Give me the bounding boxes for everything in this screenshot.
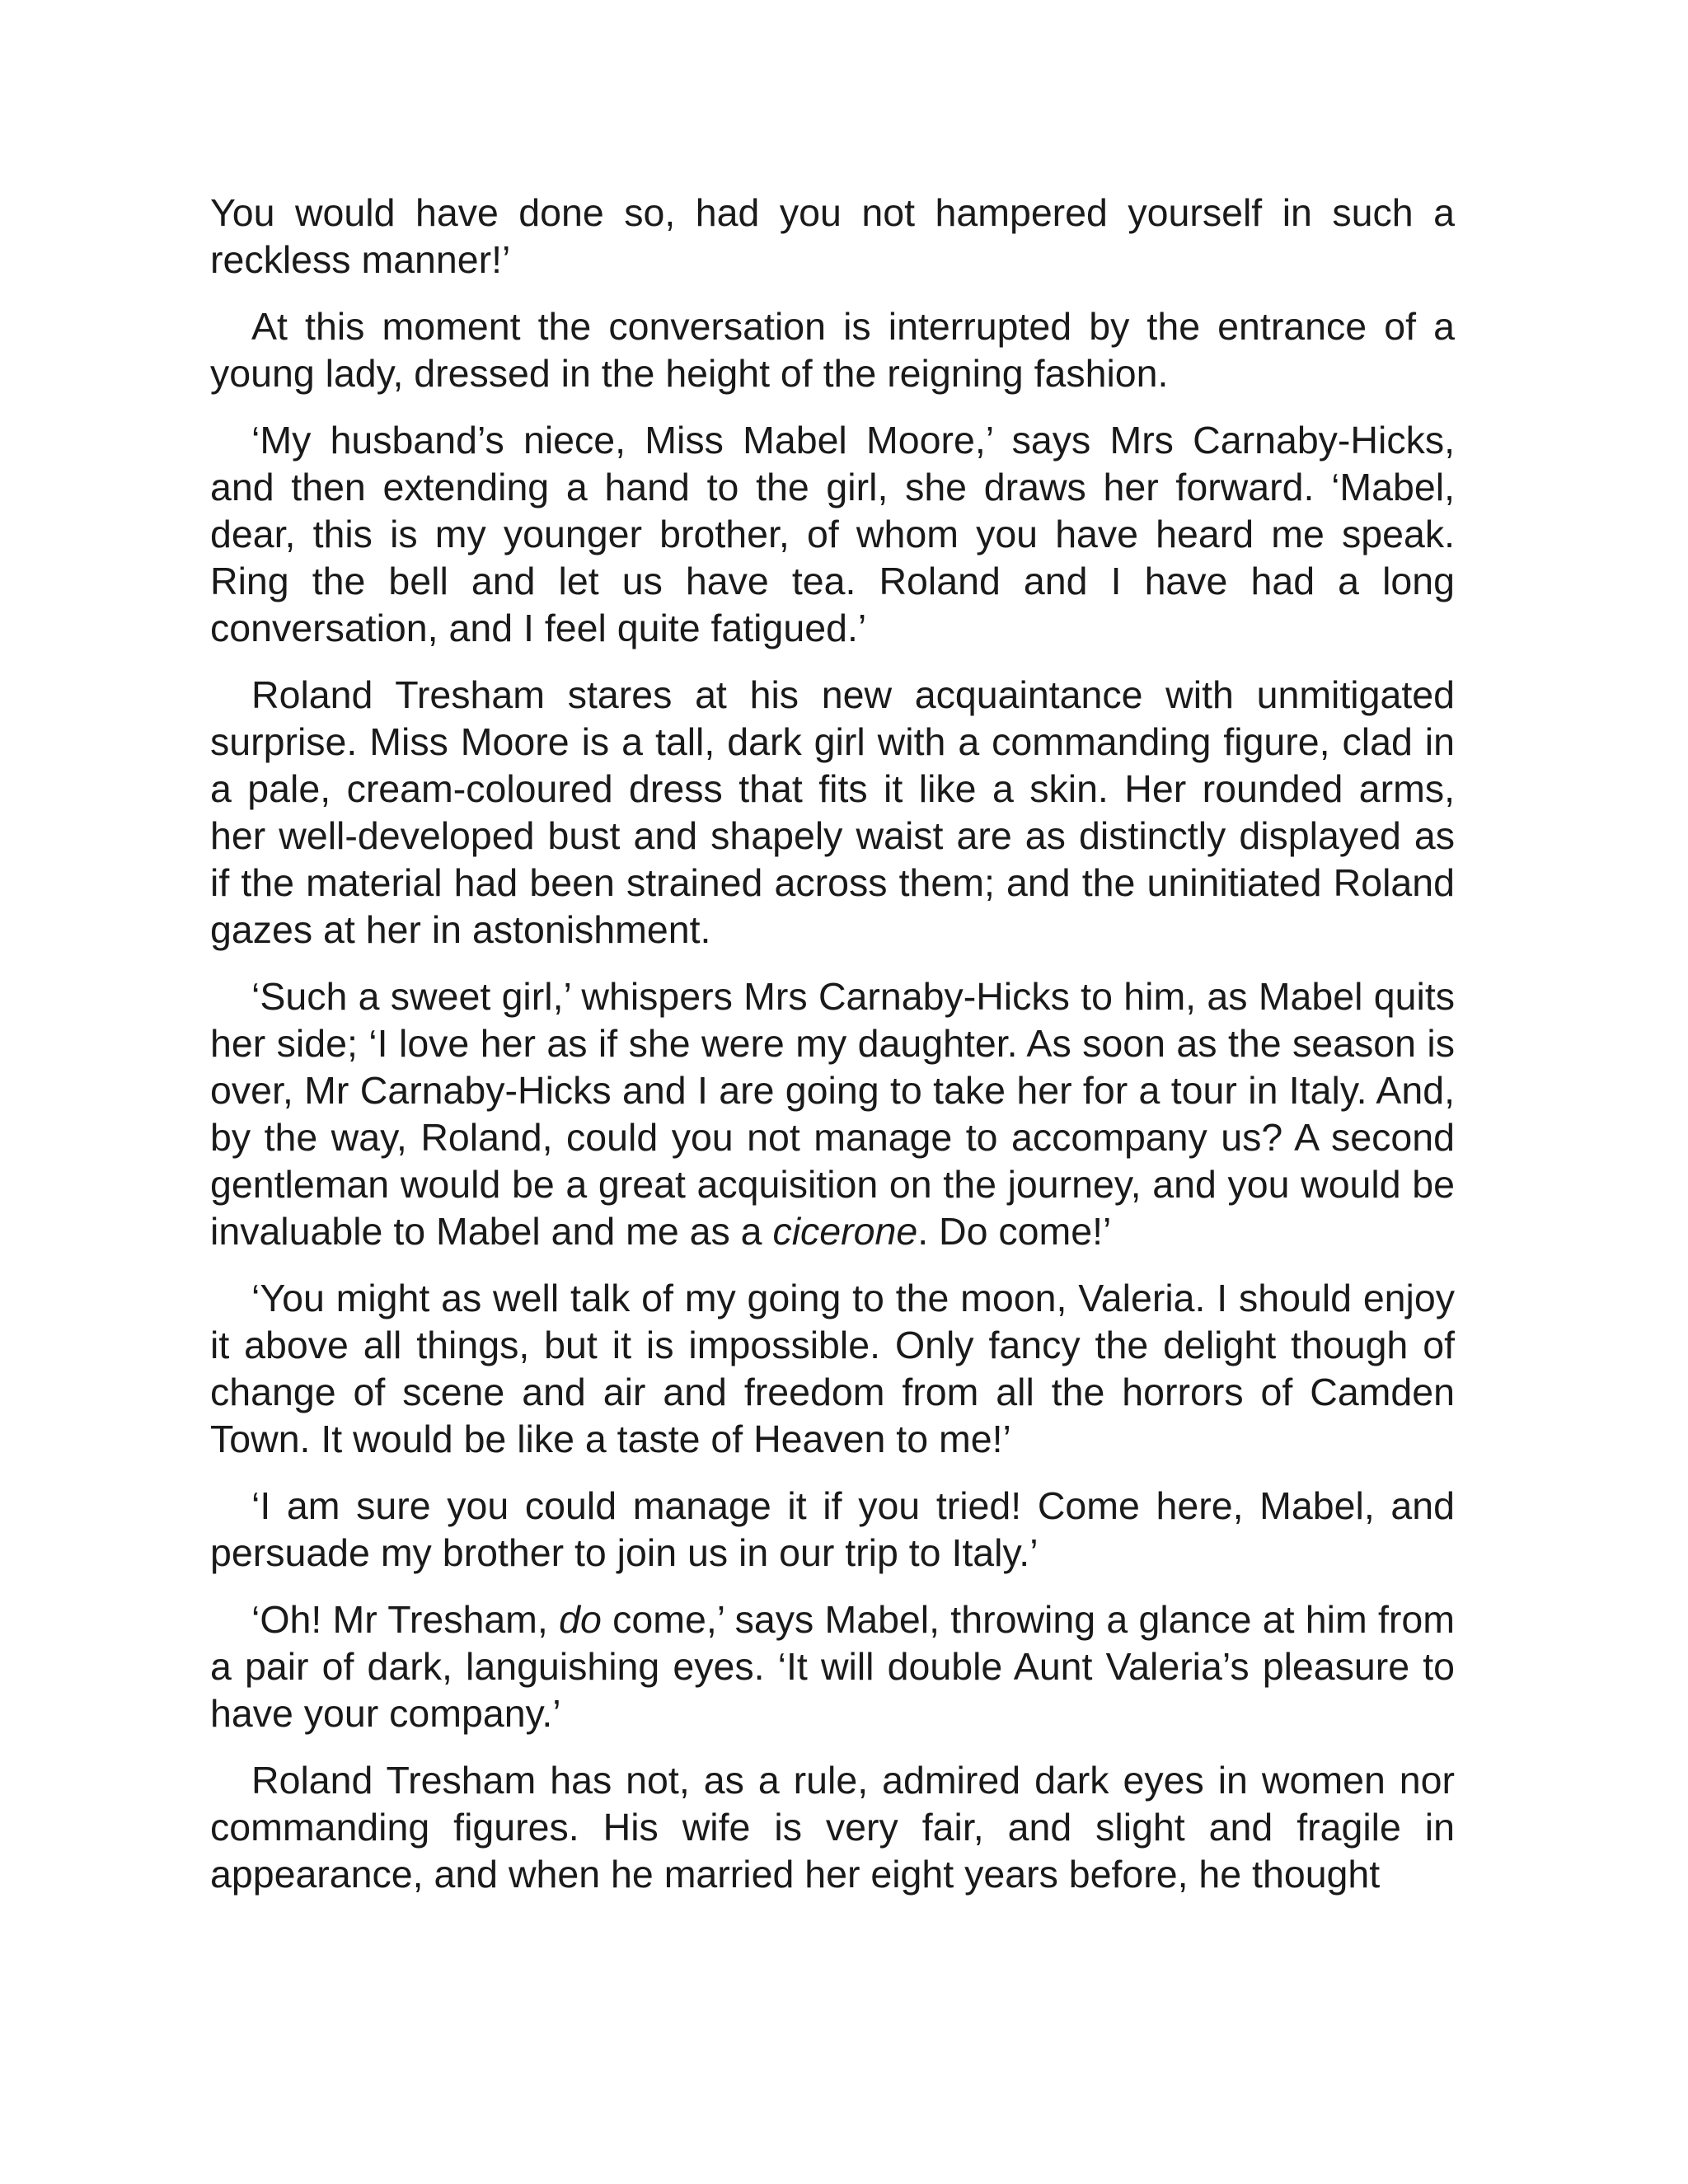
- body-paragraph: [210, 190, 1455, 284]
- paragraph-text: ‘Such a sweet girl,’ whispers Mrs Carnaby-Hicks to him, as Mabel quits her side; ‘I love her as if she were my daughter. As soon as the season is over, Mr Carnaby-Hicks and I are going to take her for a tour in Italy. And, by the way, Roland, could you not manage to accompany us? A second gentleman would be a great acquisition on the journey, and you would be invaluable to Mabel and me as a: [210, 975, 1455, 1253]
- page-body: [210, 190, 1455, 1918]
- paragraph-text: ‘You might as well talk of my going to the moon, Valeria. I should enjoy it above all things, but it is impossible. Only fancy the delight though of change of scene and air and freedom from all the horrors of Camden Town. It would be like a taste of Heaven to me!’: [210, 1277, 1455, 1460]
- paragraph-text: You would have done so, had you not hampered yourself in such a reckless manner!’: [210, 191, 1455, 281]
- body-paragraph: [210, 303, 1455, 397]
- body-paragraph: [210, 1275, 1455, 1463]
- paragraph-text: At this moment the conversation is interrupted by the entrance of a young lady, dressed in the height of the reigning fashion.: [210, 305, 1455, 395]
- paragraph-text: Roland Tresham has not, as a rule, admired dark eyes in women nor commanding figures. His wife is very fair, and slight and fragile in appearance, and when he married her eight years before, he thought: [210, 1759, 1455, 1896]
- paragraph-text: ‘I am sure you could manage it if you tried! Come here, Mabel, and persuade my brother to join us in our trip to Italy.’: [210, 1484, 1455, 1574]
- body-paragraph: [210, 672, 1455, 954]
- italic-text: cicerone: [772, 1210, 918, 1253]
- paragraph-text: come,’ says Mabel, throwing a glance at him from a pair of dark, languishing eyes. ‘It will double Aunt Valeria’s pleasure to have your company.’: [210, 1598, 1455, 1735]
- italic-text: do: [559, 1598, 602, 1641]
- body-paragraph: [210, 1483, 1455, 1577]
- paragraph-text: Roland Tresham stares at his new acquaintance with unmitigated surprise. Miss Moore is a tall, dark girl with a commanding figure, clad in a pale, cream-coloured dress that fits it like a skin. Her rounded arms, her well-developed bust and shapely waist are as distinctly displayed as if the material had been strained across them; and the uninitiated Roland gazes at her in astonishment.: [210, 673, 1455, 951]
- paragraph-text: . Do come!’: [917, 1210, 1112, 1253]
- body-paragraph: [210, 973, 1455, 1255]
- body-paragraph: [210, 1757, 1455, 1898]
- body-paragraph: [210, 417, 1455, 652]
- body-paragraph: [210, 1596, 1455, 1737]
- paragraph-text: ‘Oh! Mr Tresham,: [251, 1598, 560, 1641]
- paragraph-text: ‘My husband’s niece, Miss Mabel Moore,’ says Mrs Carnaby-Hicks, and then extending a hand to the girl, she draws her forward. ‘Mabel, dear, this is my younger brother, of whom you have heard me speak. Ring the bell and let us have tea. Roland and I have had a long conversation, and I feel quite fatigued.’: [210, 419, 1455, 649]
